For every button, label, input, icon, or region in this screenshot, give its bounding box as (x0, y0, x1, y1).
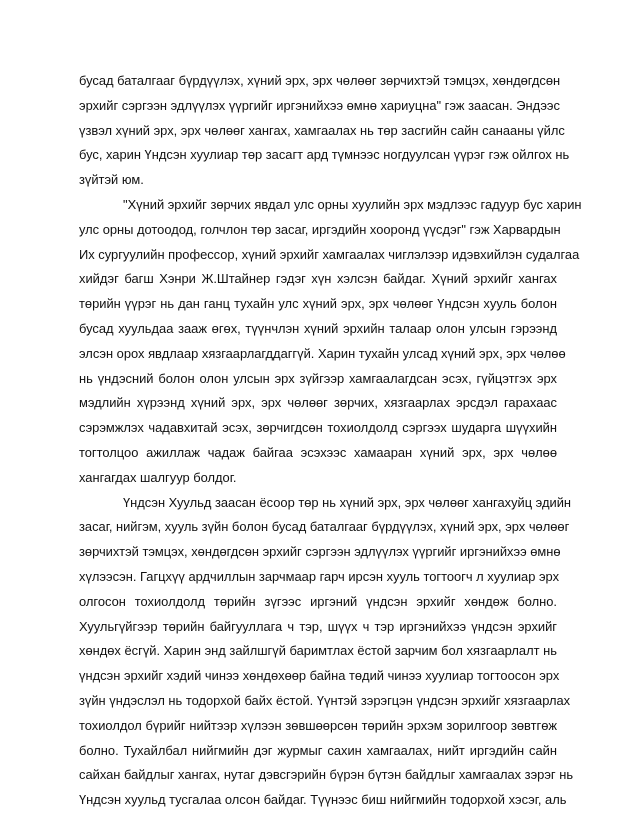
text-line: бус, харин Үндсэн хуулиар төр засагт ард түмнээс ногдуулсан үүрэг гэж ойлгох нь (79, 147, 570, 163)
text-line: тогтолцоо ажиллаж чадаж байгаа эсэхээс хамааран хүний эрх, эрх чөлөө (79, 444, 557, 460)
paragraph (79, 69, 570, 193)
text-line: болно. Тухайлбал нийгмийн дэг журмыг сахин хамгаалах, нийт иргэдийн сайн (79, 742, 557, 758)
text-line: Хуульгүйгээр төрийн байгууллага ч тэр, шүүх ч тэр иргэнийхээ үндсэн эрхийг (79, 618, 557, 634)
text-line: бусад хуульдаа зааж өгөх, түүнчлэн хүний эрхийн талаар олон улсын гэрээнд (79, 320, 557, 336)
text-line: хүлээсэн. Гагцхүү ардчиллын зарчмаар гарч ирсэн хууль тогтоогч л хуулиар эрх (79, 568, 560, 584)
text-line: эрхийг сэргээн эдлүүлэх үүргийг иргэнийхээ өмнө хариуцна" гэж заасан. Эндээс (79, 97, 560, 113)
text-line: Үндсэн Хуульд заасан ёсоор төр нь хүний эрх, эрх чөлөөг хангахуйц эдийн (123, 494, 572, 510)
paragraph (79, 193, 582, 491)
text-line: үндсэн эрхийг хэдий чинээ хөндөхөөр байна төдий чинээ хуулиар тогтоосон эрх (79, 668, 560, 684)
text-line: сайхан байдлыг хангах, нутаг дэвсгэрийн бүрэн бүтэн байдлыг хамгаалах зэрэг нь (79, 767, 574, 783)
document-body (79, 69, 582, 813)
paragraph (79, 491, 574, 813)
text-line: хөндөх ёсгүй. Харин энд зайлшгүй баримтлах ёстой зарчим бол хязгаарлалт нь (79, 643, 557, 659)
text-line: олгосон тохиолдолд төрийн зүгээс иргэний үндсэн эрхийг хөндөж болно. (79, 593, 557, 609)
text-line: бусад баталгааг бүрдүүлэх, хүний эрх, эрх чөлөөг зөрчихтэй тэмцэх, хөндөгдсөн (79, 73, 561, 88)
text-line: тохиолдол бүрийг нийтээр хүлээн зөвшөөрсөн төрийн эрхэм зорилгоор зөвтгөж (79, 717, 557, 733)
text-line: зүйтэй юм. (79, 172, 144, 188)
text-line: элсэн орох явдлаар хязгаарлагддаггүй. Харин тухайн улсад хүний эрх, эрх чөлөө (79, 345, 566, 361)
text-line: нь үндэсний болон олон улсын эрх зүйгээр хамгаалагдсан эсэх, гүйцэтгэх эрх (79, 370, 557, 386)
text-line: хийдэг багш Хэнри Ж.Штайнер гэдэг хүн хэлсэн байдаг. Хүний эрхийг хангах (79, 271, 557, 287)
text-line: Үндсэн хуульд тусгалаа олсон байдаг. Түүнээс биш нийгмийн тодорхой хэсэг, аль (79, 792, 567, 808)
text-line: үзвэл хүний эрх, эрх чөлөөг хангах, хамгаалах нь төр засгийн сайн санааны үйлс (79, 122, 565, 138)
text-line: мэдлийн хүрээнд хүний эрх, эрх чөлөөг зөрчих, хязгаарлах эрсдэл гарахаас (79, 395, 557, 411)
text-line: зүйн үндэслэл нь тодорхой байх ёстой. Үүнтэй зэрэгцэн үндсэн эрхийг хязгаарлах (79, 692, 571, 708)
text-line: төрийн үүрэг нь дан ганц тухайн улс хүний эрх, эрх чөлөөг Үндсэн хууль болон (79, 296, 557, 312)
text-line: улс орны дотоодод, голчлон төр засаг, иргэдийн хооронд үүсдэг" гэж Харвардын (79, 221, 561, 237)
text-line: хангагдах шалгуур болдог. (79, 469, 237, 485)
text-line: зөрчихтэй тэмцэх, хөндөгдсөн эрхийг сэргээн эдлүүлэх үүргийг иргэнийхээ өмнө (79, 544, 561, 560)
text-line: засаг, нийгэм, хууль зүйн болон бусад баталгааг бүрдүүлэх, хүний эрх, эрх чөлөөг (79, 519, 570, 535)
text-line: сэрэмжлэх чадавхитай эсэх, зөрчигдсөн тохиолдолд сэргээх шударга шүүхийн (79, 420, 557, 436)
text-line: Их сургуулийн профессор, хүний эрхийг хамгаалах чиглэлээр идэвхийлэн судалгаа (79, 246, 580, 262)
text-line: "Хүний эрхийг зөрчих явдал улс орны хуулийн эрх мэдлээс гадуур бус харин (123, 196, 582, 212)
